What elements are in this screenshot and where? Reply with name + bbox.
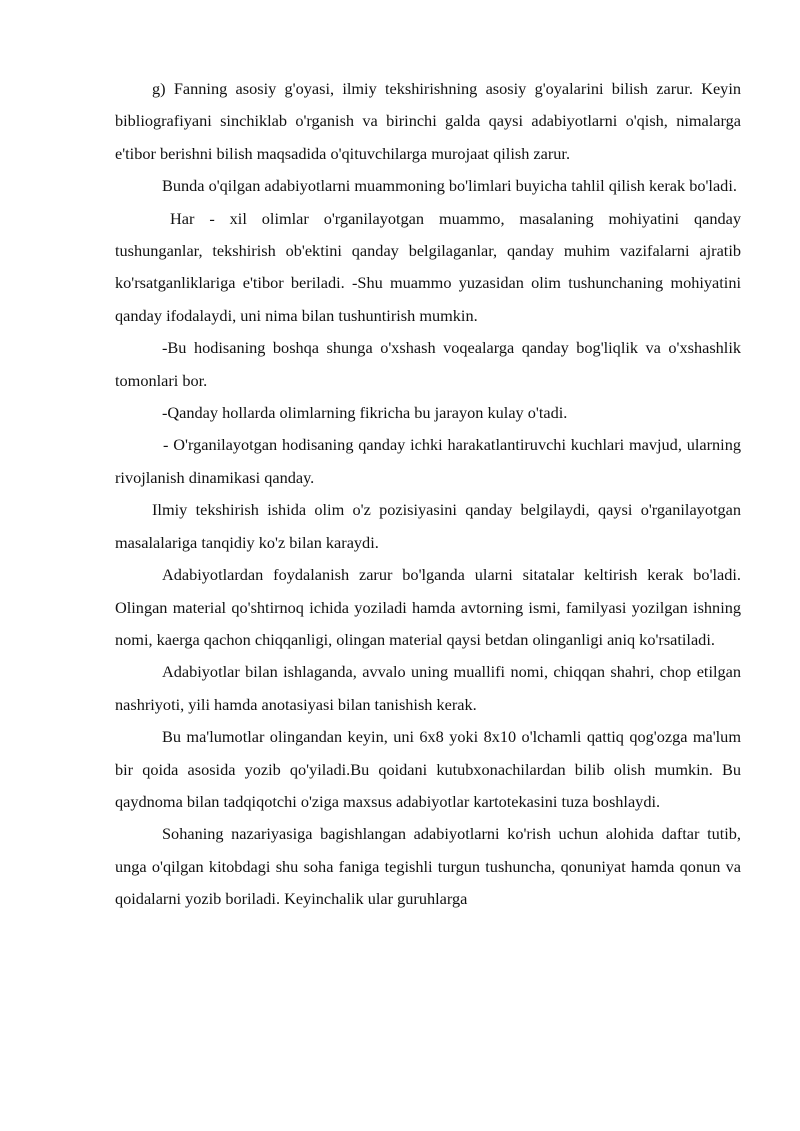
paragraph: Sohaning nazariyasiga bagishlangan adabiyotlarni ko'rish uchun alohida daftar tutib, unga o'qilgan kitobdagi shu soha faniga tegishli turgun tushuncha, qonuniyat hamda qonun va qoidalarni yozib boriladi. Keyinchalik ular guruhlarga — [115, 824, 741, 909]
paragraph: Bunda o'qilgan adabiyotlarni muammoning bo'limlari buyicha tahlil qilish kerak bo'ladi. — [162, 176, 737, 196]
paragraph: g) Fanning asosiy g'oyasi, ilmiy tekshirishning asosiy g'oyalarini bilish zarur. Keyin bibliografiyani sinchiklab o'rganish va birinchi galda qaysi adabiyotlarni o'qish, nimalarga e'tibor berishni bilish maqsadida o'qituvchilarga murojaat qilish zarur. — [115, 79, 741, 163]
paragraph: Bu ma'lumotlar olingandan keyin, uni 6x8 yoki 8x10 o'lchamli qattiq qog'ozga ma'lum bir qoida asosida yozib qo'yiladi.Bu qoidani kutubxonachilardan bilib olish mumkin. Bu qaydnoma bilan tadqiqotchi o'ziga maxsus adabiyotlar kartotekasini tuza boshlaydi. — [115, 727, 741, 811]
paragraph: Adabiyotlar bilan ishlaganda, avvalo uning muallifi nomi, chiqqan shahri, chop etilgan nashriyoti, yili hamda anotasiyasi bilan tanishish kerak. — [115, 662, 741, 714]
document-body — [115, 73, 741, 916]
paragraph: Ilmiy tekshirish ishida olim o'z pozisiyasini qanday belgilaydi, qaysi o'rganilayotgan masalalariga tanqidiy ko'z bilan karaydi. — [115, 500, 741, 552]
paragraph: Har - xil olimlar o'rganilayotgan muammo, masalaning mohiyatini qanday tushunganlar, tekshirish ob'ektini qanday belgilaganlar, qanday muhim vazifalarni ajratib ko'rsatganliklariga e'tibor beriladi. -Shu muammo yuzasidan olim tushunchaning mohiyatini qanday ifodalaydi, uni nima bilan tushuntirish mumkin. — [115, 208, 741, 325]
paragraph: Adabiyotlardan foydalanish zarur bo'lganda ularni sitatalar keltirish kerak bo'ladi. Olingan material qo'shtirnoq ichida yoziladi hamda avtorning ismi, familyasi yozilgan ishning nomi, kaerga qachon chiqqanligi, olingan material qaysi betdan olinganligi aniq ko'rsatiladi. — [115, 565, 741, 649]
paragraph: - O'rganilayotgan hodisaning qanday ichki harakatlantiruvchi kuchlari mavjud, ularning rivojlanish dinamikasi qanday. — [115, 435, 741, 487]
paragraph: -Qanday hollarda olimlarning fikricha bu jarayon kulay o'tadi. — [162, 403, 568, 423]
paragraph: -Bu hodisaning boshqa shunga o'xshash voqealarga qanday bog'liqlik va o'xshashlik tomonlari bor. — [115, 338, 741, 390]
